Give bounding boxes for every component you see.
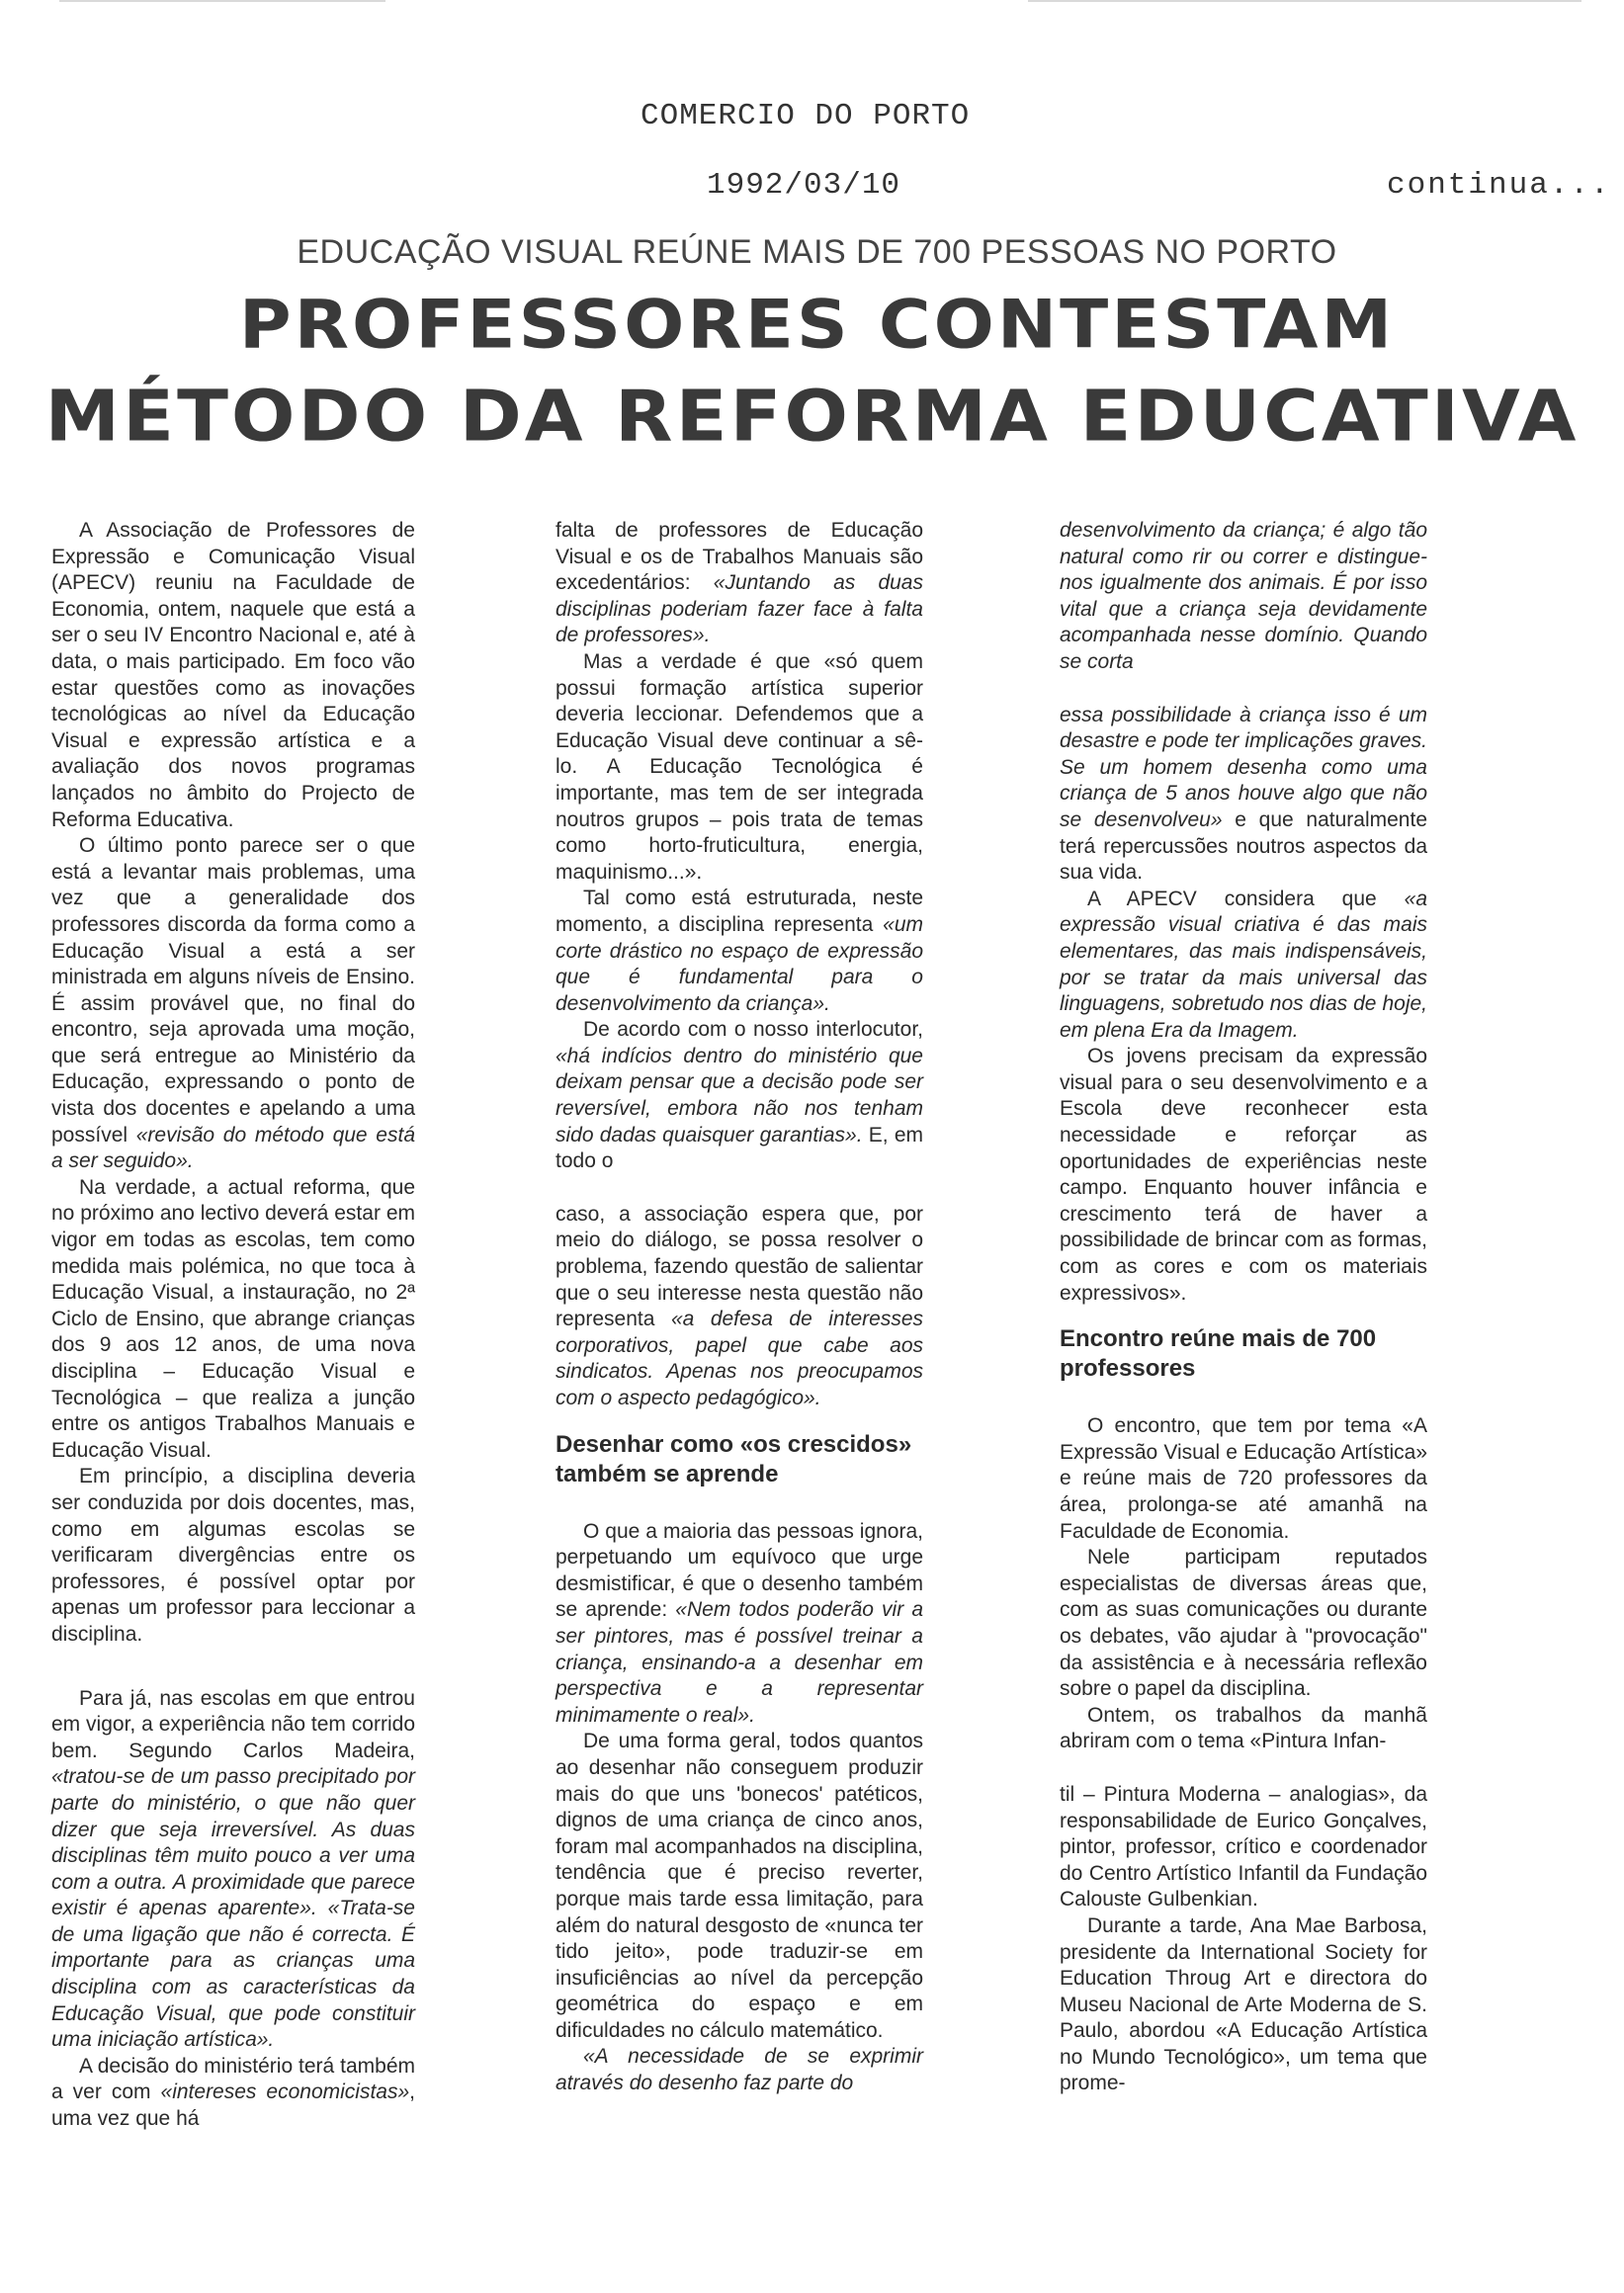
headline-line-2: MÉTODO DA REFORMA EDUCATIVA [44, 374, 1580, 458]
paragraph: Nele participam reputados especialistas de diversas áreas que, com as suas comunicações ou durante os debates, vão ajudar à "provocação" da assistência e à necessária reflexão sobre o papel da disciplina. [1060, 1546, 1427, 1701]
paragraph: A APECV considera que «a expressão visual criativa é das mais elementares, das mais indispensáveis, por se tratar da mais universal das linguagens, sobretudo nos dias de hoje, em plena Era da Imagem. [1060, 887, 1427, 1042]
headline-line-1: PROFESSORES CONTESTAM [238, 285, 1396, 364]
paragraph: Em princípio, a disciplina deveria ser conduzida por dois docentes, mas, como em algumas escolas se verificaram divergências entre os professores, é possível optar por apenas um professor para leccionar a disciplina. [51, 1465, 415, 1646]
paragraph: De acordo com o nosso interlocutor, «há indícios dentro do ministério que deixam pensar que a decisão pode ser reversível, embora não nos tenham sido dadas quaisquer garantias». E, em todo o [556, 1018, 923, 1173]
article-column-2 [556, 518, 923, 2097]
paragraph: til – Pintura Moderna – analogias», da responsabilidade de Eurico Gonçalves, pintor, professor, crítico e coordenador do Centro Artístico Infantil da Fundação Calouste Gulbenkian. [1060, 1782, 1427, 1911]
paragraph: desenvolvimento da criança; é algo tão natural como rir ou correr e distingue-nos igualmente dos animais. É por isso vital que a criança seja devidamente acompanhada nesse domínio. Quando se corta [1060, 519, 1427, 673]
newspaper-source: COMERCIO DO PORTO [641, 99, 971, 133]
scan-edge-line [59, 0, 385, 2]
paragraph: essa possibilidade à criança isso é um desastre e pode ter implicações graves. Se um homem desenha como uma criança de 5 anos houve algo que não se desenvolveu» e que naturalmente terá repercussões noutros aspectos da sua vida. [1060, 703, 1427, 885]
paragraph: Os jovens precisam da expressão visual para o seu desenvolvimento e a Escola deve reconhecer esta necessidade e reforçar as oportunidades de experiências neste campo. Enquanto houver infância e crescimento terá de haver a possibilidade de brincar com as formas, com as cores e com os materiais expressivos». [1060, 1045, 1427, 1305]
article-column-1 [51, 518, 415, 2133]
paragraph: O encontro, que tem por tema «A Expressão Visual e Educação Artística» e reúne mais de 720 professores da área, prolonga-se até amanhã na Faculdade de Economia. [1060, 1414, 1427, 1543]
paragraph: «A necessidade de se exprimir através do desenho faz parte do [556, 2045, 923, 2095]
paragraph: Durante a tarde, Ana Mae Barbosa, presidente da International Society for Education Throug Art e directora do Museu Nacional de Arte Moderna de S. Paulo, abordou «A Educação Artística no Mundo Tecnológico», um tema que prome- [1060, 1913, 1427, 2095]
paragraph: De uma forma geral, todos quantos ao desenhar não conseguem produzir mais do que uns 'bonecos' patéticos, dignos de uma criança de cinco anos, foram mal acompanhados na disciplina, tendência que é preciso reverter, porque mais tarde essa limitação, para além do natural desgosto de «nunca ter tido jeito», pode traduzir-se em insuficiências ao nível da percepção geométrica do espaço e em dificuldades no cálculo matemático. [556, 1730, 923, 2042]
paragraph: A Associação de Professores de Expressão e Comunicação Visual (APECV) reuniu na Faculdade de Economia, ontem, naquele que está a ser o seu IV Encontro Nacional e, até à data, o mais participado. Em foco vão estar questões como as inovações tecnológicas ao nível da Educação Visual e expressão artística e a avaliação dos novos programas lançados no âmbito do Projecto de Reforma Educativa. [51, 519, 415, 831]
continues-marker: continua... [1387, 168, 1611, 203]
paragraph: Ontem, os trabalhos da manhã abriram com o tema «Pintura Infan- [1060, 1703, 1427, 1753]
paragraph: caso, a associação espera que, por meio do diálogo, se possa resolver o problema, fazendo questão de salientar que o seu interesse nesta questão não representa «a defesa de interesses corporativos, papel que cabe aos sindicatos. Apenas nos preocupamos com o aspecto pedagógico». [556, 1202, 924, 1409]
paragraph: Na verdade, a actual reforma, que no próximo ano lectivo deverá estar em vigor em todas as escolas, tem como medida mais polémica, no que toca à Educação Visual, a instauração, no 2ª Ciclo de Ensino, que abrange crianças dos 9 aos 12 anos, de uma nova disciplina – Educação Visual e Tecnológica – que realiza a junção entre os antigos Trabalhos Manuais e Educação Visual. [51, 1175, 415, 1462]
article-kicker: EDUCAÇÃO VISUAL REÚNE MAIS DE 700 PESSOAS NO PORTO [297, 233, 1337, 271]
scan-edge-line [1028, 0, 1581, 2]
paragraph: O último ponto parece ser o que está a levantar mais problemas, uma vez que a generalidade dos professores discorda da forma como a Educação Visual a está a ser ministrada em alguns níveis de Ensino. É assim provável que, no final do encontro, seja aprovada uma moção, que será entregue ao Ministério da Educação, expressando o ponto de vista dos docentes e apelando a uma possível «revisão do método que está a ser seguido». [51, 834, 415, 1173]
subheading-desenhar: Desenhar como «os crescidos» também se aprende [556, 1430, 912, 1487]
publication-date: 1992/03/10 [707, 168, 901, 203]
paragraph: O que a maioria das pessoas ignora, perpetuando um equívoco que urge desmistificar, é que o desenho também se aprende: «Nem todos poderão vir a ser pintores, mas é possível treinar a criança, ensinando-a a desenhar em perspectiva e a representar minimamente o real». [556, 1519, 923, 1727]
paragraph: Para já, nas escolas em que entrou em vigor, a experiência não tem corrido bem. Segundo Carlos Madeira, «tratou-se de um passo precipitado por parte do ministério, o que não quer dizer que seja irreversível. As duas disciplinas têm muito pouco a ver uma com a outra. A proximidade que parece existir é apenas aparente». «Trata-se de uma ligação que não é correcta. É importante para as crianças uma disciplina com as características da Educação Visual, que pode constituir uma iniciação artística». [51, 1686, 415, 2052]
paragraph: Mas a verdade é que «só quem possui formação artística superior deveria leccionar. Defendemos que a Educação Visual deve continuar a sê-lo. A Educação Tecnológica é importante, mas tem de ser integrada noutros grupos – pois trata de temas como horto-fruticultura, energia, maquinismo...». [556, 649, 923, 884]
paragraph: A decisão do ministério terá também a ver com «intereses economicistas», uma vez que há [51, 2054, 415, 2131]
paragraph: falta de professores de Educação Visual e os de Trabalhos Manuais são excedentários: «Juntando as duas disciplinas poderiam fazer face à falta de professores». [556, 519, 923, 647]
article-column-3 [1060, 518, 1427, 2097]
subheading-encontro: Encontro reúne mais de 700 professores [1060, 1325, 1377, 1383]
paragraph: Tal como está estruturada, neste momento, a disciplina representa «um corte drástico no espaço de expressão que é fundamental para o desenvolvimento da criança». [556, 887, 923, 1015]
